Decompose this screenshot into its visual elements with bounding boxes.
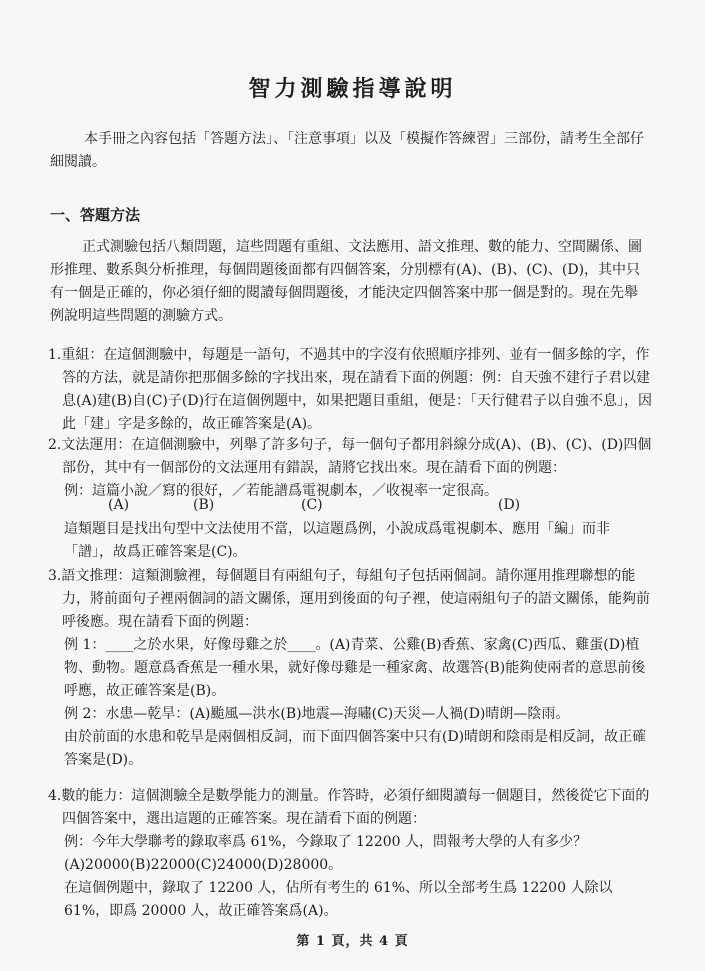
item-4-explanation: 在這個例題中，錄取了 12200 人，佔所有考生的 61%、所以全部考生爲 12200 人除以 61%，即爲 20000 人，故正確答案爲(A)。 (64, 880, 613, 919)
item-4: 4.數的能力：這個測驗全是數學能力的測量。作答時，必須仔細閱讀每一個題目，然後從它下面的四個答案中，選出這題的正確答案。現在請看下面的例題： (48, 788, 650, 827)
item-4-example: 例：今年大學聯考的錄取率爲 61%，今錄取了 12200 人，問報考大學的人有多少？ (64, 834, 588, 850)
section-heading: 一、答題方法 (50, 206, 141, 224)
intro-paragraph: 本手冊之內容包括「答題方法」、「注意事項」以及「模擬作答練習」三部份，請考生全部仔細閱讀。 (50, 131, 644, 170)
item-3-example-1: 例 1：____之於水果，好像母雞之於____。(A)青菜、公雞(B)香蕉、家禽(C)西瓜、雞蛋(D)植物、動物。題意爲香蕉是一種水果，就好像母雞是一種家禽、故選答(B)能夠使兩者的意思前後呼應，故正確答案是(B)。 (64, 637, 646, 699)
item-3-example-2: 例 2：水患—乾旱：(A)颱風—洪水(B)地震—海嘯(C)天災—人禍(D)晴朗—陰雨。 (64, 706, 570, 722)
item-2-example: 例：這篇小說／寫的很好，／若能譜爲電視劇本，／收視率一定很高。 (64, 483, 498, 499)
choice-b: (B) (193, 497, 215, 513)
choice-d: (D) (498, 497, 521, 513)
item-3: 3.語文推理：這類測驗裡，每個題目有兩組句子，每組句子包括兩個詞。請你運用推理聯想的能力，將前面句子裡兩個詞的語文關係，運用到後面的句子裡，使這兩組句子的語文關係，能夠前呼後應。現在請看下面的例題： (48, 568, 650, 630)
choice-c: (C) (301, 497, 323, 513)
item-1: 1.重組：在這個測驗中，每題是一語句，不過其中的字沒有依照順序排列、並有一個多餘的字，作答的方法，就是請你把那個多餘的字找出來，現在請看下面的例題：例：自天強不建行子君以建息(A)建(B)自(C)子(D)行在這個例題中，如果把題目重組，便是：「天行健君子以自強不息」，因此「建」字是多餘的，故正確答案是(A)。 (48, 347, 653, 432)
item-3-explanation: 由於前面的水患和乾旱是兩個相反詞，而下面四個答案中只有(D)晴朗和陰雨是相反詞，故正確答案是(D)。 (64, 729, 647, 768)
item-2-explanation: 這類題目是找出句型中文法使用不當，以這題爲例，小說成爲電視劇本、應用「編」而非「譜」，故爲正確答案是(C)。 (64, 521, 610, 560)
item-2: 2.文法運用：在這個測驗中，列舉了許多句子，每一個句子都用斜線分成(A)、(B)、(C)、(D)四個部份，其中有一個部份的文法運用有錯誤，請將它找出來。現在請看下面的例題： (48, 437, 652, 476)
page-footer: 第 1 頁，共 4 頁 (296, 934, 409, 949)
page-title: 智力測驗指導說明 (248, 76, 457, 102)
section-paragraph: 正式測驗包括八類問題，這些問題有重組、文法應用、語文推理、數的能力、空間關係、圖形推理、數系與分析推理，每個問題後面都有四個答案，分別標有(A)、(B)、(C)、(D)，其中只有一個是正確的，你必須仔細的閱讀每個問題後，才能決定四個答案中那一個是對的。現在先舉例說明這些問題的測驗方式。 (50, 239, 642, 324)
item-4-options: (A)20000(B)22000(C)24000(D)28000。 (64, 857, 343, 873)
choice-a: (A) (108, 497, 130, 513)
